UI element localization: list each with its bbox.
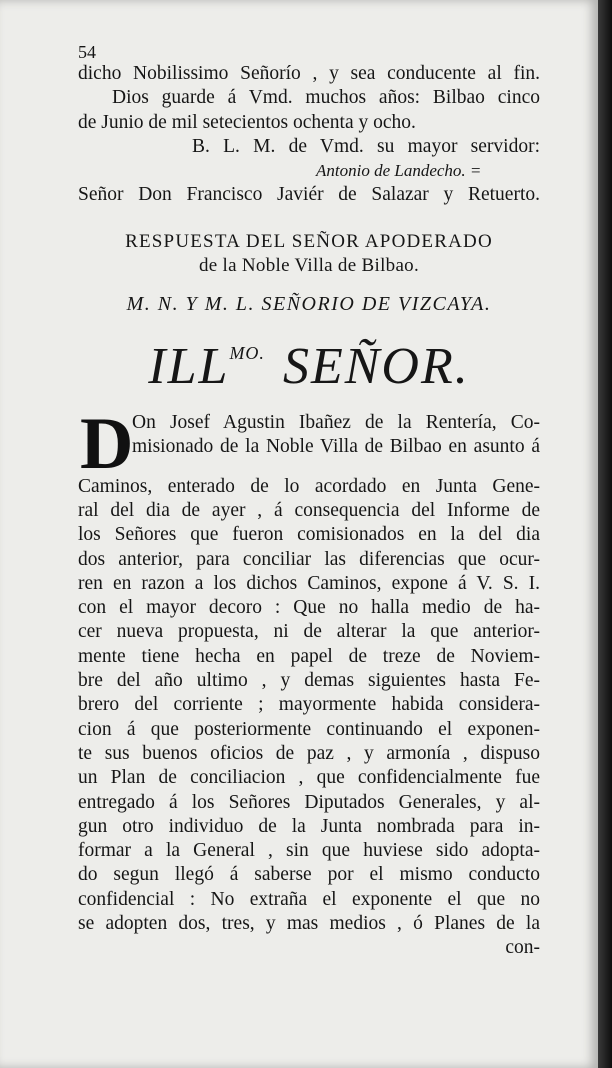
- body-line-17: gun otro individuo de la Junta nombrada para in-: [78, 815, 540, 837]
- page-edge-shadow: [598, 0, 612, 1068]
- response-heading: RESPUESTA DEL SEÑOR APODERADO: [125, 230, 493, 252]
- title-main: ILL: [148, 337, 230, 395]
- response-subheading: de la Noble Villa de Bilbao.: [198, 255, 420, 277]
- salutation-title: [78, 323, 540, 397]
- body-line-5: los Señores que fueron comisionados en la del dia: [78, 524, 540, 546]
- body-line-20: confidencial : No extraña el exponente el que no: [78, 888, 540, 910]
- body-line-14: te sus buenos oficios de paz , y armonía , dispuso: [78, 742, 540, 764]
- body-line-13: cion á que posteriormente continuando el exponen-: [78, 718, 540, 740]
- letter-signature-line: [78, 159, 540, 183]
- letter-line-2: Dios guarde á Vmd. muchos años: Bilbao cinco: [112, 87, 540, 109]
- body-line-4: ral del dia de ayer , á consequencia del Informe de: [78, 499, 540, 521]
- body-line-11: bre del año ultimo , y demas siguientes hasta Fe-: [78, 670, 540, 692]
- catchword: con-: [505, 937, 540, 959]
- body-line-2: misionado de la Noble Villa de Bilbao en asunto á: [132, 435, 540, 457]
- body-line-6: dos anterior, para conciliar las diferencias que ocur-: [78, 548, 540, 570]
- letter-signature: Antonio de Landecho.: [316, 161, 466, 181]
- letter-line-1: dicho Nobilissimo Señorío , y sea conducente al fin.: [78, 63, 540, 84]
- body-line-15: un Plan de conciliacion , que confidencialmente fue: [78, 767, 540, 789]
- body-line-1: On Josef Agustin Ibañez de la Rentería, Co-: [132, 411, 540, 433]
- title-superscript: MO.: [229, 342, 265, 363]
- signature-mark: =: [469, 161, 481, 181]
- body-line-8: con el mayor decoro : Que no halla medio de ha-: [78, 597, 540, 619]
- page-text: [78, 42, 540, 961]
- body-line-10: mente tiene hecha en papel de treze de Noviem-: [78, 645, 540, 667]
- body-line-21: se adopten dos, tres, y mas medios , ó Planes de la: [78, 913, 540, 935]
- letter-line-3: de Junio de mil setecientos ochenta y ocho.: [78, 111, 416, 133]
- letter-addressee: Señor Don Francisco Javiér de Salazar y Retuerto.: [78, 184, 540, 206]
- address-line: M. N. Y M. L. SEÑORIO DE VIZCAYA.: [126, 293, 492, 316]
- body-line-16: entregado á los Señores Diputados Generales, y al-: [78, 791, 540, 813]
- page-number: 54: [78, 42, 96, 62]
- body-paragraph: [78, 402, 540, 961]
- body-line-18: formar a la General , sin que huviese sido adopta-: [78, 840, 540, 862]
- body-line-19: do segun llegó á saberse por el mismo conducto: [78, 864, 540, 886]
- body-line-9: cer nueva propuesta, ni de alterar la que anterior-: [78, 621, 540, 643]
- body-line-3: Caminos, enterado de lo acordado en Junta Gene-: [78, 475, 540, 497]
- title-second: SEÑOR.: [282, 337, 470, 395]
- drop-cap: D: [80, 402, 134, 485]
- body-line-12: brero del corriente ; mayormente habida considera-: [78, 694, 540, 716]
- letter-closing: B. L. M. de Vmd. su mayor servidor:: [192, 135, 540, 157]
- body-line-7: ren en razon a los dichos Caminos, expone á V. S. I.: [78, 572, 540, 594]
